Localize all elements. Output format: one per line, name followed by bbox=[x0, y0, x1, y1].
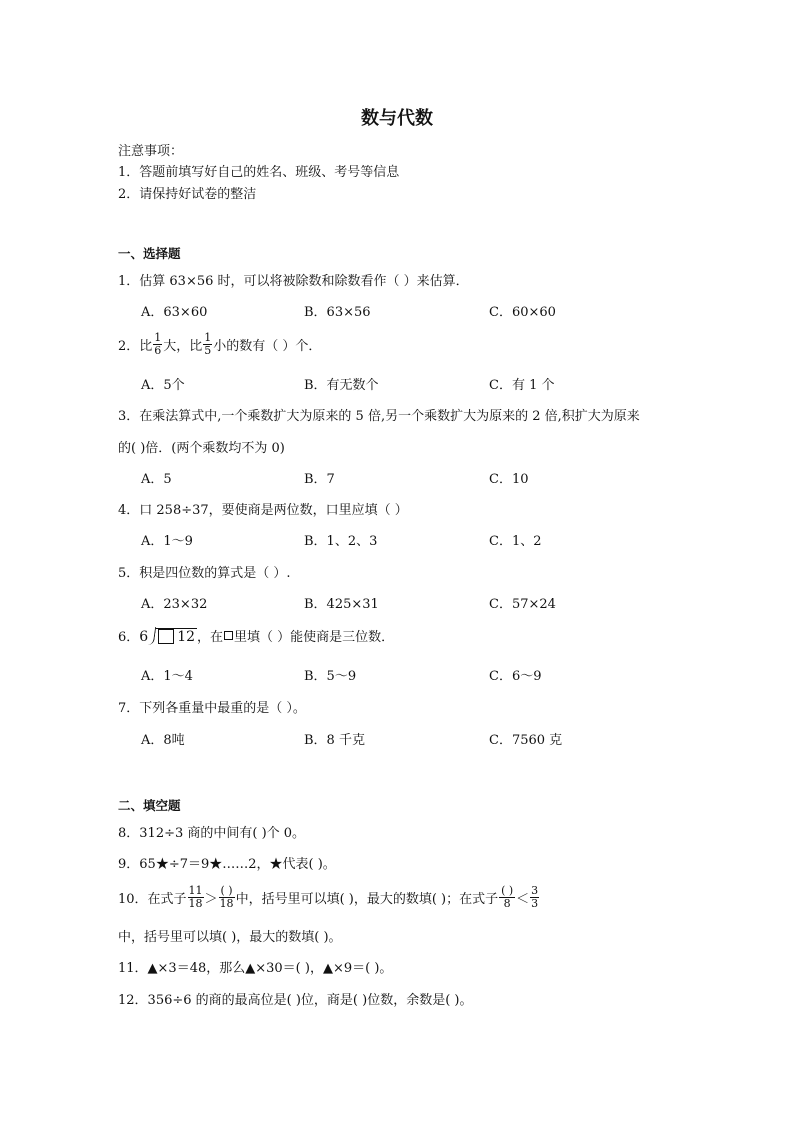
question-3-line-1: 3．在乘法算式中,一个乘数扩大为原来的 5 倍,另一个乘数扩大为原来的 2 倍,积扩大为原来 bbox=[118, 409, 640, 424]
q1-option-c: C．60×60 bbox=[489, 305, 556, 320]
notes-item-2: 2．请保持好试卷的整洁 bbox=[118, 187, 257, 202]
question-9: 9．65★÷7＝9★……2，★代表( )。 bbox=[118, 857, 336, 872]
q4-option-c: C．1、2 bbox=[489, 534, 542, 549]
q2-option-b: B．有无数个 bbox=[304, 378, 379, 393]
q6-dividend: 12 bbox=[156, 628, 197, 645]
section-heading-fill: 二、填空题 bbox=[118, 798, 181, 813]
q5-option-c: C．57×24 bbox=[489, 597, 556, 612]
q2-suffix: 小的数有（ ）个． bbox=[213, 339, 322, 354]
question-11: 11．▲×3＝48，那么▲×30＝( )，▲×9＝( )。 bbox=[118, 961, 393, 976]
question-3-line-2: 的( )倍．(两个乘数均不为 0) bbox=[118, 441, 285, 456]
q4-option-a: A．1～9 bbox=[141, 534, 193, 549]
q1-option-b: B．63×56 bbox=[304, 305, 371, 320]
question-1: 1．估算 63×56 时，可以将被除数和除数看作（ ）来估算． bbox=[118, 274, 469, 289]
q4-option-b: B．1、2、3 bbox=[304, 534, 378, 549]
question-10-line-1: 10．在式子 $\frac{11}{18}$ ＞ $\frac{( )}{18}$ 中，括号里可以填( )，最大的数填( )；在式子 $\frac{( )}{8}$ ＜ $\frac{3}{3}$ bbox=[118, 884, 539, 910]
q2-option-c: C．有 1 个 bbox=[489, 378, 555, 393]
question-12: 12．356÷6 的商的最高位是( )位，商是( )位数，余数是( )。 bbox=[118, 993, 473, 1008]
q2-option-a: A．5个 bbox=[141, 378, 185, 393]
q5-option-b: B．425×31 bbox=[304, 597, 379, 612]
q5-option-a: A．23×32 bbox=[141, 597, 208, 612]
long-division-figure bbox=[139, 627, 197, 645]
q6-text-a: ，在 bbox=[197, 630, 224, 645]
q2-fraction-1: $\frac{1}{6}$ bbox=[154, 331, 162, 357]
q7-option-b: B．8 千克 bbox=[304, 733, 365, 748]
division-bracket bbox=[147, 627, 157, 645]
question-4: 4．口 258÷37，要使商是两位数，口里应填（ ） bbox=[118, 503, 408, 518]
q6-text-b: 里填（ ）能使商是三位数． bbox=[234, 630, 395, 645]
section-heading-choice: 一、选择题 bbox=[118, 246, 181, 261]
q10-fraction-2: $\frac{( )}{18}$ bbox=[219, 884, 234, 910]
q7-option-c: C．7560 克 bbox=[489, 733, 563, 748]
q2-mid: 大，比 bbox=[163, 339, 203, 354]
q2-prefix: 2．比 bbox=[118, 339, 153, 354]
q1-option-a: A．63×60 bbox=[141, 305, 208, 320]
q10-fraction-1: $\frac{11}{18}$ bbox=[188, 884, 203, 910]
q3-option-c: C．10 bbox=[489, 472, 529, 487]
q2-fraction-2: $\frac{1}{5}$ bbox=[204, 331, 212, 357]
q10-fraction-3: $\frac{( )}{8}$ bbox=[501, 884, 514, 910]
q6-option-b: B．5～9 bbox=[304, 669, 357, 684]
q3-option-a: A．5 bbox=[141, 472, 172, 487]
q6-divisor: 6 bbox=[139, 628, 149, 645]
q6-option-a: A．1～4 bbox=[141, 669, 193, 684]
q6-number: 6． bbox=[118, 630, 140, 645]
page-title: 数与代数 bbox=[361, 108, 433, 129]
blank-box bbox=[158, 629, 174, 644]
question-2 bbox=[118, 331, 322, 359]
notes-item-1: 1．答题前填写好自己的姓名、班级、考号等信息 bbox=[118, 165, 400, 180]
q6-option-c: C．6～9 bbox=[489, 669, 542, 684]
question-8: 8．312÷3 商的中间有( )个 0。 bbox=[118, 826, 306, 841]
question-5: 5．积是四位数的算式是（ ）. bbox=[118, 566, 291, 581]
question-10-line-2: 中，括号里可以填( )，最大的数填( )。 bbox=[118, 930, 342, 945]
question-6 bbox=[118, 626, 394, 645]
notes-heading: 注意事项： bbox=[118, 144, 184, 159]
q10-fraction-4: $\frac{3}{3}$ bbox=[531, 884, 539, 910]
q3-option-b: B．7 bbox=[304, 472, 335, 487]
q7-option-a: A．8吨 bbox=[141, 733, 185, 748]
small-box-icon bbox=[224, 631, 233, 640]
question-7: 7．下列各重量中最重的是（ ）。 bbox=[118, 701, 306, 716]
